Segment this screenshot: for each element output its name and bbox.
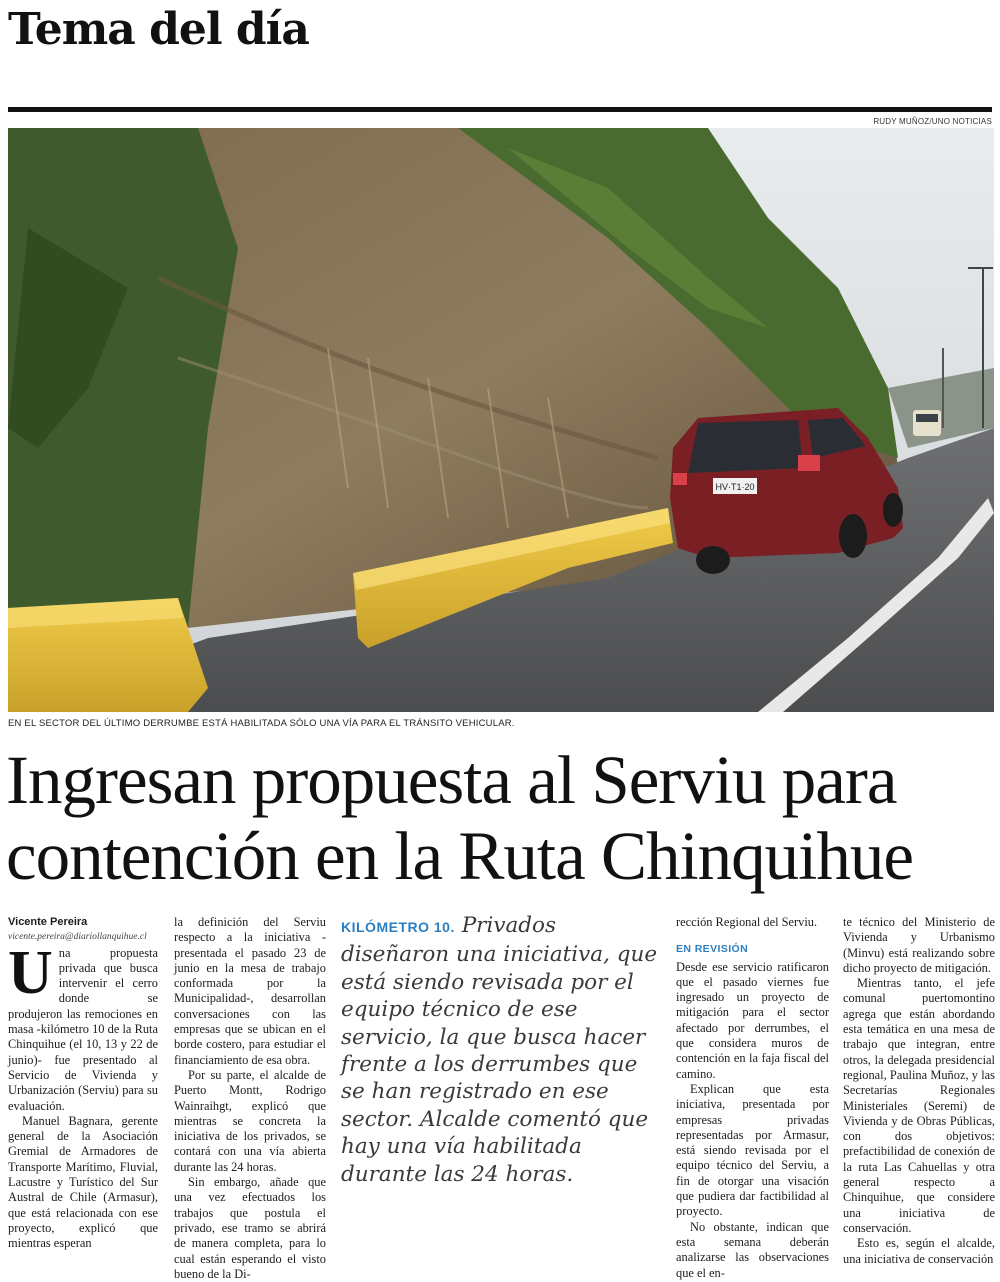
author-email: vicente.pereira@diariollanquihue.cl	[8, 932, 147, 943]
author-name: Vicente Pereira	[8, 916, 88, 928]
article-paragraph: Desde ese servicio ratificaron que el pasado viernes fue ingresado un proyecto de mitigación para el sector afectado por derrumbes, el que considera muros de contención en la faja fiscal del camino.	[676, 959, 829, 1081]
article-paragraph: Explican que esta iniciativa, presentada por empresas privadas representadas por Armasur, está siendo revisada por el equipo técnico del Serviu, a fin de otorgar una visación que pudiera dar factibilidad al proyecto.	[676, 1081, 829, 1219]
article-column-2	[174, 915, 326, 1282]
article-paragraph: Mientras tanto, el jefe comunal puertomontino agrega que están abordando esta temática en una mesa de trabajo que integran, entre otros, la delegada presidencial regional, Paulina Muñoz, y las Secretarías Regionales Ministeriales (Seremi) de Vivienda y de Obras Públicas, con dos objetivos: prefactibilidad de conexión de la ruta Las Cahuellas y otra general respecto a Chinquihue, que considere una iniciativa de conservación.	[843, 976, 995, 1235]
article-paragraph: rección Regional del Serviu.	[676, 915, 818, 929]
pull-quote-kicker: KILÓMETRO 10.	[341, 919, 455, 935]
article-column-4	[676, 915, 829, 1281]
section-title: Tema del día	[8, 4, 309, 55]
license-plate: HV·T1·20	[715, 482, 755, 492]
article-headline	[6, 742, 996, 894]
article-paragraph: te técnico del Ministerio de Vivienda y Urbanismo (Minvu) está realizando sobre dicho proyecto de mitigación.	[843, 915, 995, 975]
article-paragraph: Sin embargo, añade que una vez efectuados los trabajos que postula el privado, ese tramo se abrirá de manera completa, para lo cual están esperando el visto bueno de la Di-	[174, 1175, 326, 1281]
landslide-road-illustration	[8, 128, 994, 712]
photo-credit: RUDY MUÑOZ/UNO NOTICIAS	[873, 117, 992, 126]
article-column-5	[843, 915, 995, 1267]
section-rule	[8, 107, 992, 112]
article-paragraph: Esto es, según el alcalde, una iniciativa de conservación	[843, 1236, 995, 1266]
article-paragraph: la definición del Serviu respecto a la iniciativa -presentada el pasado 23 de junio en la mesa de trabajo conformada por la Municipalidad-, desarrollan conversaciones con las empresas que se ubican en el borde costero, para estudiar el financiamiento de esa obra.	[174, 915, 326, 1067]
pull-quote-text: Privados diseñaron una iniciativa, que está siendo revisada por el equipo técnico de ese servicio, la que busca hacer frente a los derrumbes que se han registrado en ese sector. Alcalde comentó que hay una vía habilitada durante las 24 horas.	[341, 913, 658, 1187]
pull-quote	[341, 912, 661, 1188]
article-photo	[8, 128, 994, 712]
article-paragraph: Una propuesta privada que busca intervenir el cerro donde se produjeron las remociones en masa -kilómetro 10 de la Ruta Chinquihue (el 10, 13 y 22 de junio)- fue presentado al Servicio de Vivienda y Urbanización (Serviu) para su evaluación.	[8, 938, 158, 1113]
headline-line-1: Ingresan propuesta al Serviu para	[6, 742, 897, 818]
article-paragraph: No obstante, indican que esta semana deberán analizarse las observaciones que el en-	[676, 1219, 829, 1280]
headline-line-2: contención en la Ruta Chinquihue	[6, 818, 913, 894]
article-paragraph: Manuel Bagnara, gerente general de la Asociación Gremial de Armadores de Transporte Marítimo, Fluvial, Lacustre y Turístico del Sur Austral de Chile (Armasur), que está relacionada con ese proyecto, explicó que mientras esperan	[8, 1113, 158, 1251]
article-paragraph: Por su parte, el alcalde de Puerto Montt, Rodrigo Wainraihgt, explicó que mientras se concreta la iniciativa de los privados, se contará con una vía abierta durante las 24 horas.	[174, 1067, 326, 1174]
drop-cap: U	[8, 938, 53, 1007]
subhead-en-revision: EN REVISIÓN	[676, 943, 749, 956]
distant-van	[913, 410, 941, 436]
photo-caption: EN EL SECTOR DEL ÚLTIMO DERRUMBE ESTÁ HABILITADA SÓLO UNA VÍA PARA EL TRÁNSITO VEHICULAR.	[8, 718, 515, 729]
article-column-1	[8, 915, 158, 1252]
